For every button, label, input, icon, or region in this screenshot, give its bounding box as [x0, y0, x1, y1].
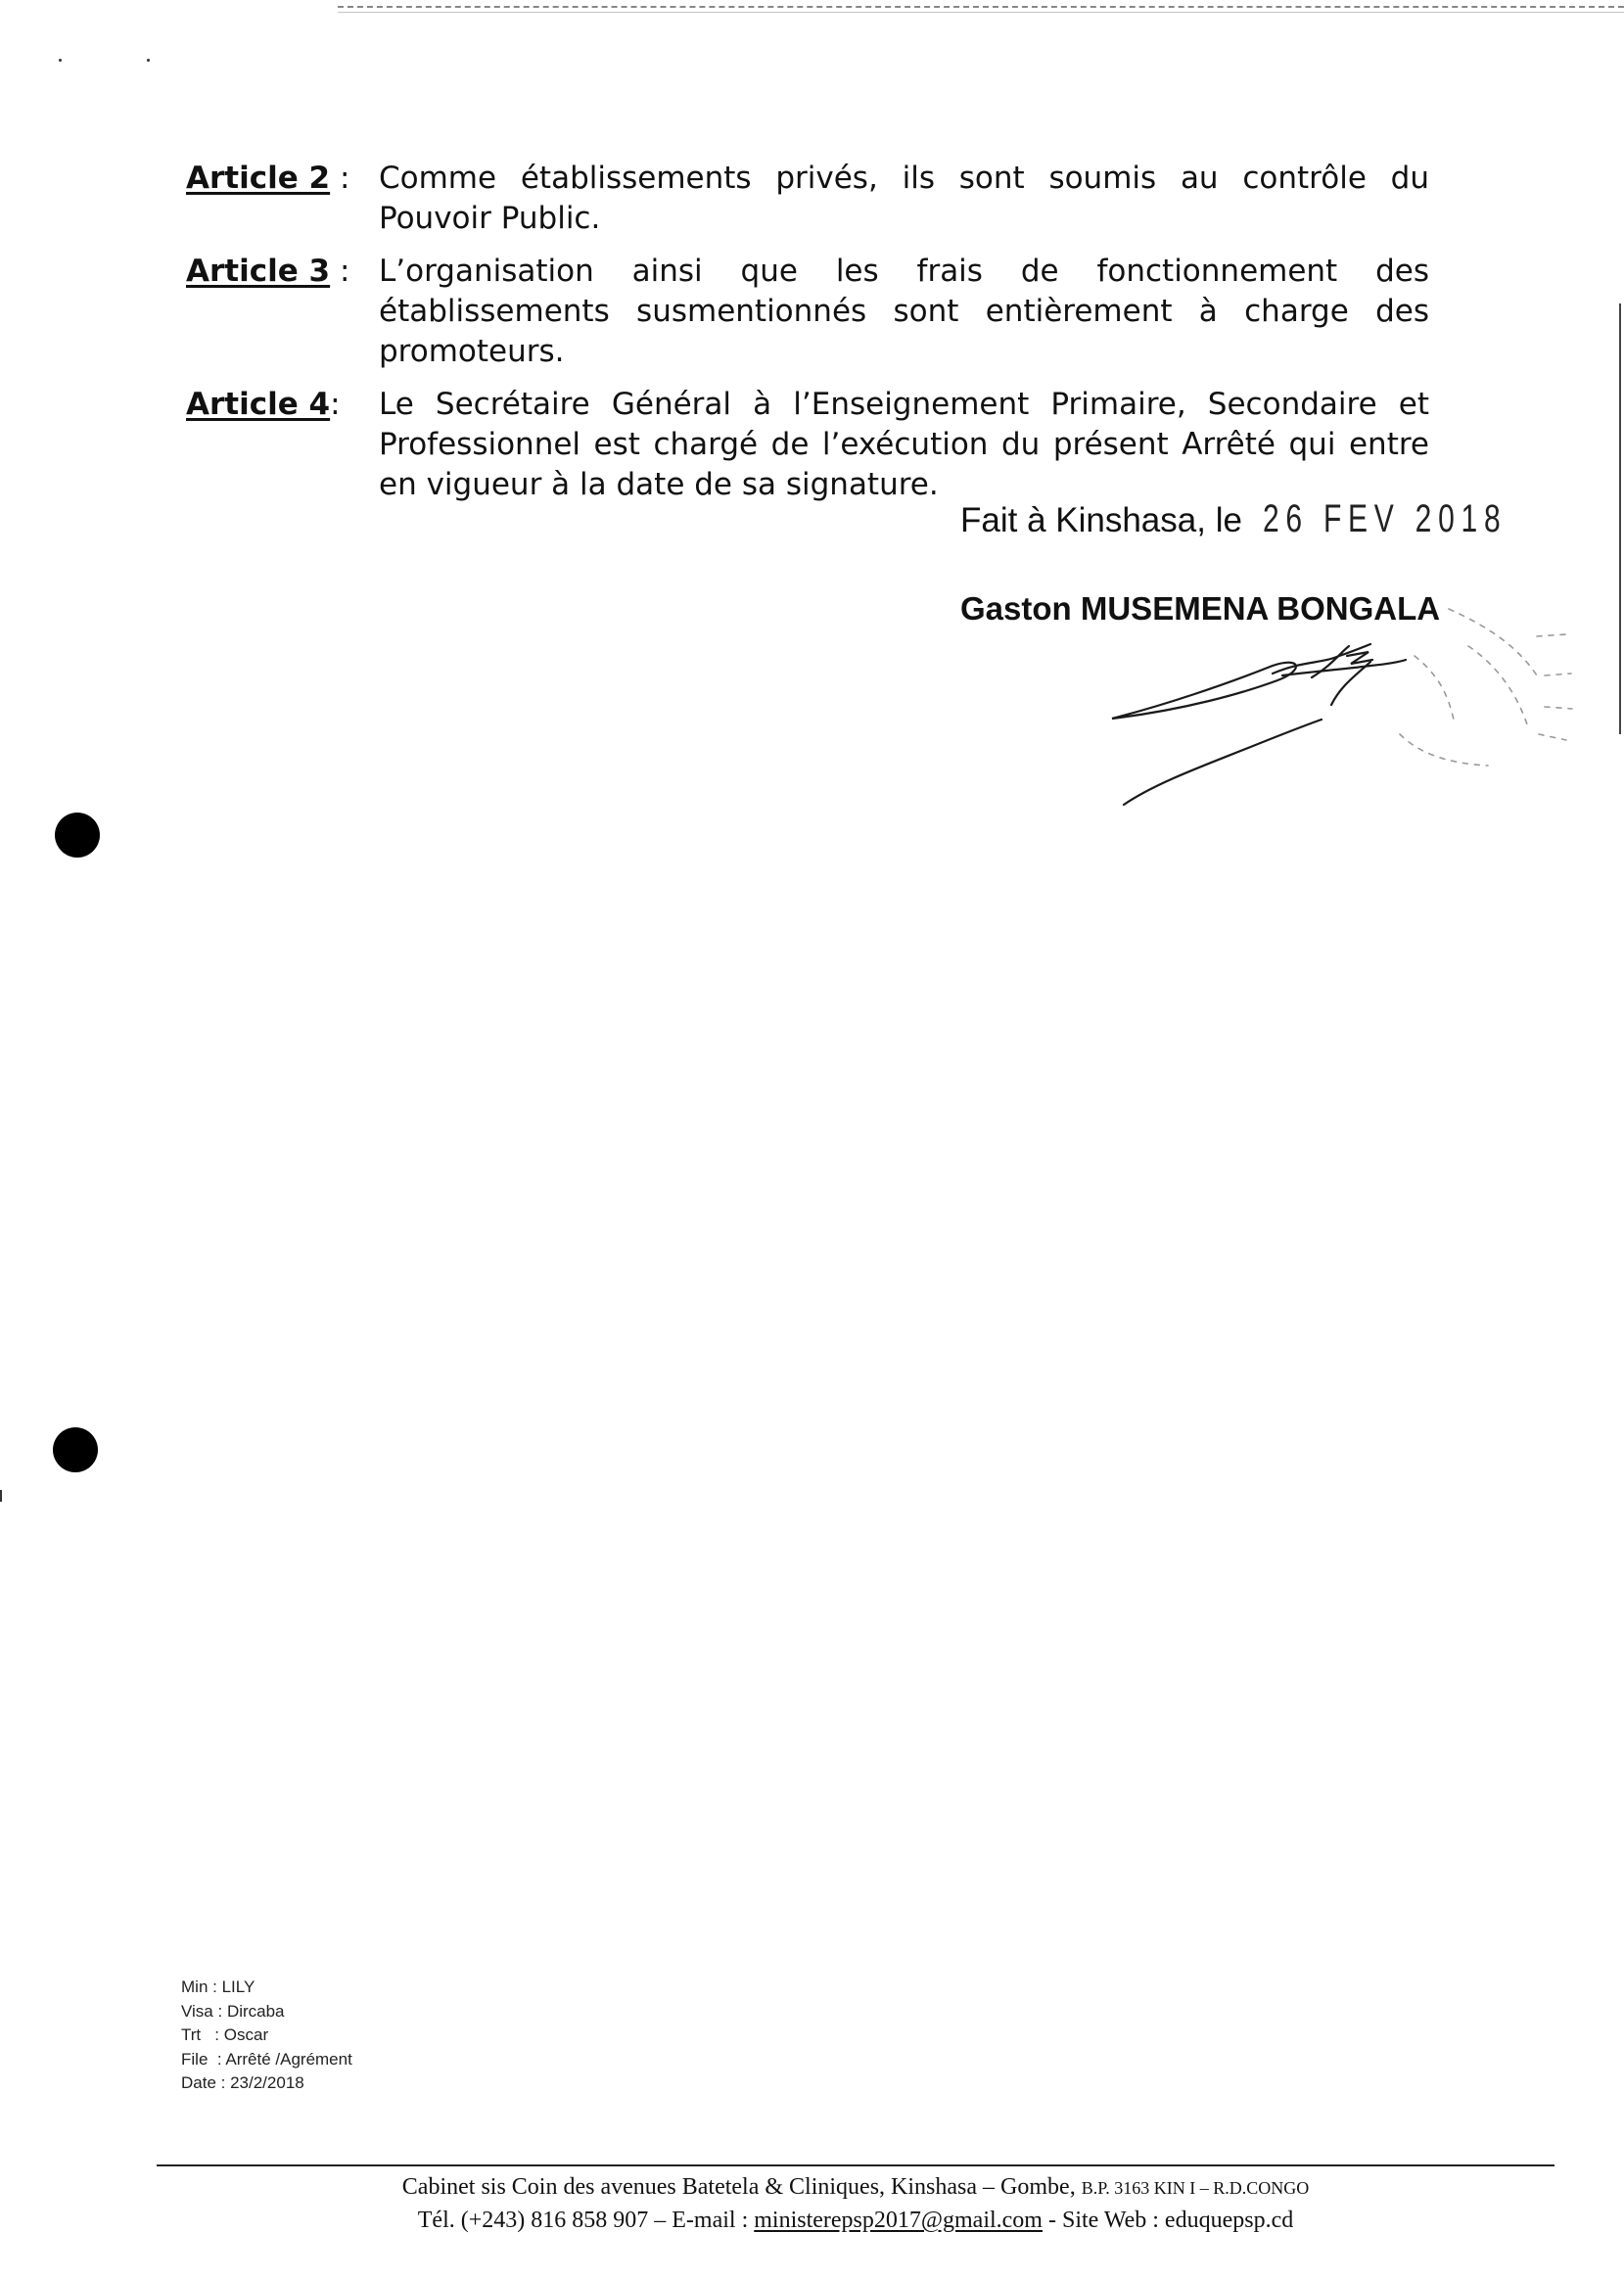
article-label-separator: : — [330, 254, 350, 289]
handwritten-signature — [1077, 587, 1586, 822]
scan-speck — [59, 59, 62, 62]
meta-row-min: Min : LILY — [181, 1977, 255, 1996]
meta-value: Dircaba — [226, 2001, 285, 2021]
scan-speck — [147, 59, 150, 62]
meta-value: 23/2/2018 — [230, 2073, 304, 2092]
article-text: Comme établissements privés, ils sont soumis au contrôle du Pouvoir Public. — [379, 161, 1429, 236]
article-label-text: Article 3 — [186, 254, 331, 289]
meta-row-trt: Trt : Oscar — [181, 2025, 269, 2044]
punch-hole-upper — [55, 813, 100, 858]
scan-top-edge — [338, 6, 1624, 8]
meta-key: Min — [181, 1977, 209, 1996]
article-label — [186, 385, 379, 505]
article-label-text: Article 2 — [186, 161, 331, 196]
articles-section — [186, 159, 1429, 518]
footer-divider — [157, 2164, 1554, 2166]
meta-row-visa: Visa : Dircaba — [181, 2001, 285, 2021]
meta-value: Arrêté /Agrément — [225, 2049, 352, 2069]
scan-right-edge — [1619, 303, 1621, 734]
article-label-separator: : — [330, 161, 350, 196]
meta-key: Date — [181, 2073, 216, 2092]
footer-phone: Tél. (+243) 816 858 907 – E-mail : — [417, 2208, 755, 2233]
meta-row-date: Date : 23/2/2018 — [181, 2073, 304, 2092]
meta-key: File — [181, 2049, 209, 2069]
article-text: L’organisation ainsi que les frais de fonctionnement des établissements susmentionnés sont entièrement à charge des promoteurs. — [379, 254, 1429, 369]
article-4 — [186, 385, 1429, 505]
footer-address — [157, 2171, 1554, 2237]
scan-top-edge-line — [338, 12, 1624, 13]
footer-line-2 — [157, 2205, 1554, 2237]
article-3 — [186, 252, 1429, 372]
footer-postbox: B.P. 3163 KIN I – R.D.CONGO — [1081, 2178, 1310, 2198]
footer-address-text: Cabinet sis Coin des avenues Batetela & Cliniques, Kinshasa – Gombe, — [401, 2174, 1076, 2200]
article-label — [186, 159, 379, 239]
meta-value: Oscar — [223, 2025, 269, 2044]
place-line: Fait à Kinshasa, le — [960, 501, 1242, 539]
footer-line-1 — [157, 2171, 1554, 2205]
article-text: Le Secrétaire Général à l’Enseignement Primaire, Secondaire et Professionnel est chargé de l’exécution du présent Arrêté qui entre en vigueur à la date de sa signature. — [379, 387, 1429, 502]
signatory-last-name: MUSEMENA BONGALA — [1080, 590, 1441, 627]
footer-website: - Site Web : eduquepsp.cd — [1042, 2208, 1294, 2233]
article-label-separator: : — [330, 387, 341, 422]
signatory-first-name: Gaston — [960, 590, 1072, 627]
meta-key: Visa — [181, 2001, 213, 2021]
document-metadata — [181, 1976, 352, 2096]
scan-left-mark — [0, 1490, 2, 1502]
footer-email-link[interactable]: ministerepsp2017@gmail.com — [754, 2208, 1043, 2233]
meta-row-file: File : Arrêté /Agrément — [181, 2049, 352, 2069]
date-stamp: 26 FEV 2018 — [1263, 497, 1508, 540]
meta-value: LILY — [221, 1977, 255, 1996]
article-label — [186, 252, 379, 372]
punch-hole-lower — [53, 1427, 98, 1472]
meta-key: Trt — [181, 2025, 202, 2044]
article-label-text: Article 4 — [186, 387, 331, 422]
article-2 — [186, 159, 1429, 239]
